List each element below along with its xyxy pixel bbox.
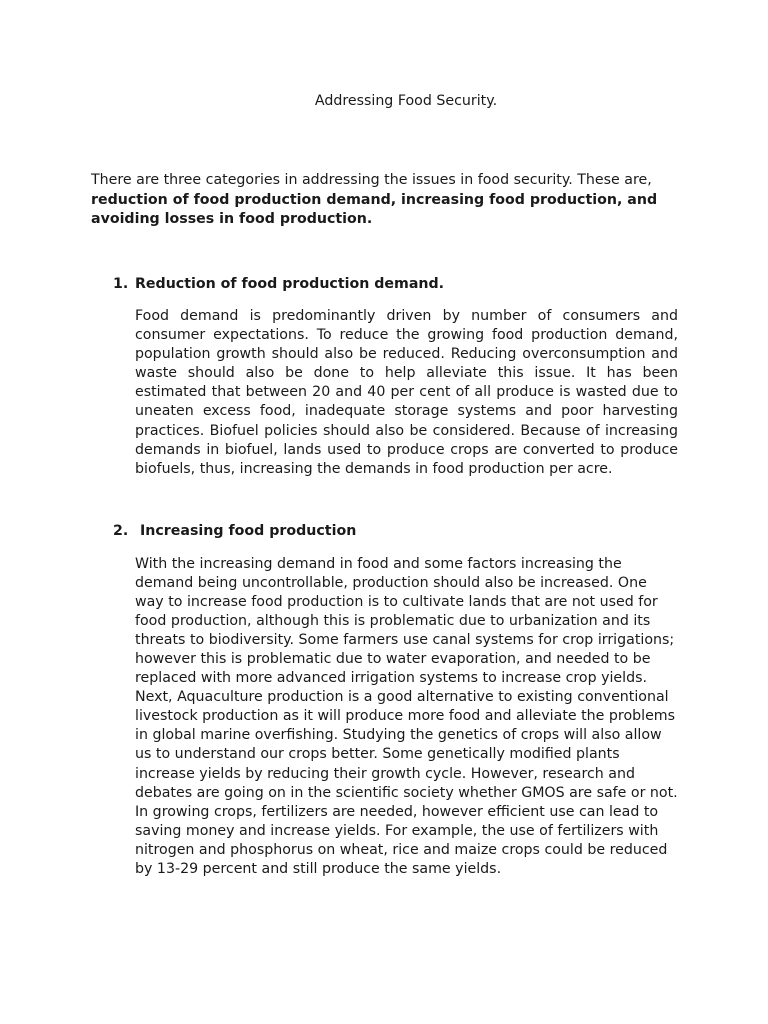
intro-bold-text: reduction of food production demand, increasing food production, and avoiding losses in food production. [91, 191, 658, 227]
section-title: Reduction of food production demand. [135, 276, 445, 292]
section-number: 1. [113, 276, 129, 292]
section-increasing-production [113, 522, 678, 879]
section-body: Food demand is predominantly driven by number of consumers and consumer expectations. To reduce the growing food production demand, population growth should also be reduced. Reducing overconsumption and waste should also be done to help alleviate this issue. It has been estimated that between 20 and 40 per cent of all produce is wasted due to uneaten excess food, inadequate storage systems and poor harvesting practices. Biofuel policies should also be considered. Because of increasing demands in biofuel, lands used to produce crops are converted to produce biofuels, thus, increasing the demands in food production per acre. [135, 308, 678, 477]
section-reduction-demand [113, 275, 678, 479]
section-title: Increasing food production [140, 523, 357, 539]
document-title: Addressing Food Security. [314, 93, 498, 109]
section-heading [113, 522, 678, 541]
section-heading [113, 275, 678, 294]
intro-paragraph [91, 171, 677, 230]
section-number: 2. [113, 523, 129, 539]
section-body: With the increasing demand in food and some factors increasing the demand being uncontrollable, production should also be increased. One way to increase food production is to cultivate lands that are not used for food production, although this is problematic due to urbanization and its threats to biodiversity. Some farmers use canal systems for crop irrigations; however this is problematic due to water evaporation, and needed to be replaced with more advanced irrigation systems to increase crop yields. Next, Aquaculture production is a good alternative to existing conventional livestock production as it will produce more food and alleviate the problems in global marine overfishing. Studying the genetics of crops will also allow us to understand our crops better. Some genetically modified plants increase yields by reducing their growth cycle. However, research and debates are going on in the scientific society whether GMOS are safe or not. In growing crops, fertilizers are needed, however efficient use can lead to saving money and increase yields. For example, the use of fertilizers with nitrogen and phosphorus on wheat, rice and maize crops could be reduced by 13-29 percent and still produce the same yields. [135, 556, 678, 877]
intro-text: There are three categories in addressing the issues in food security. These are, [91, 172, 652, 188]
